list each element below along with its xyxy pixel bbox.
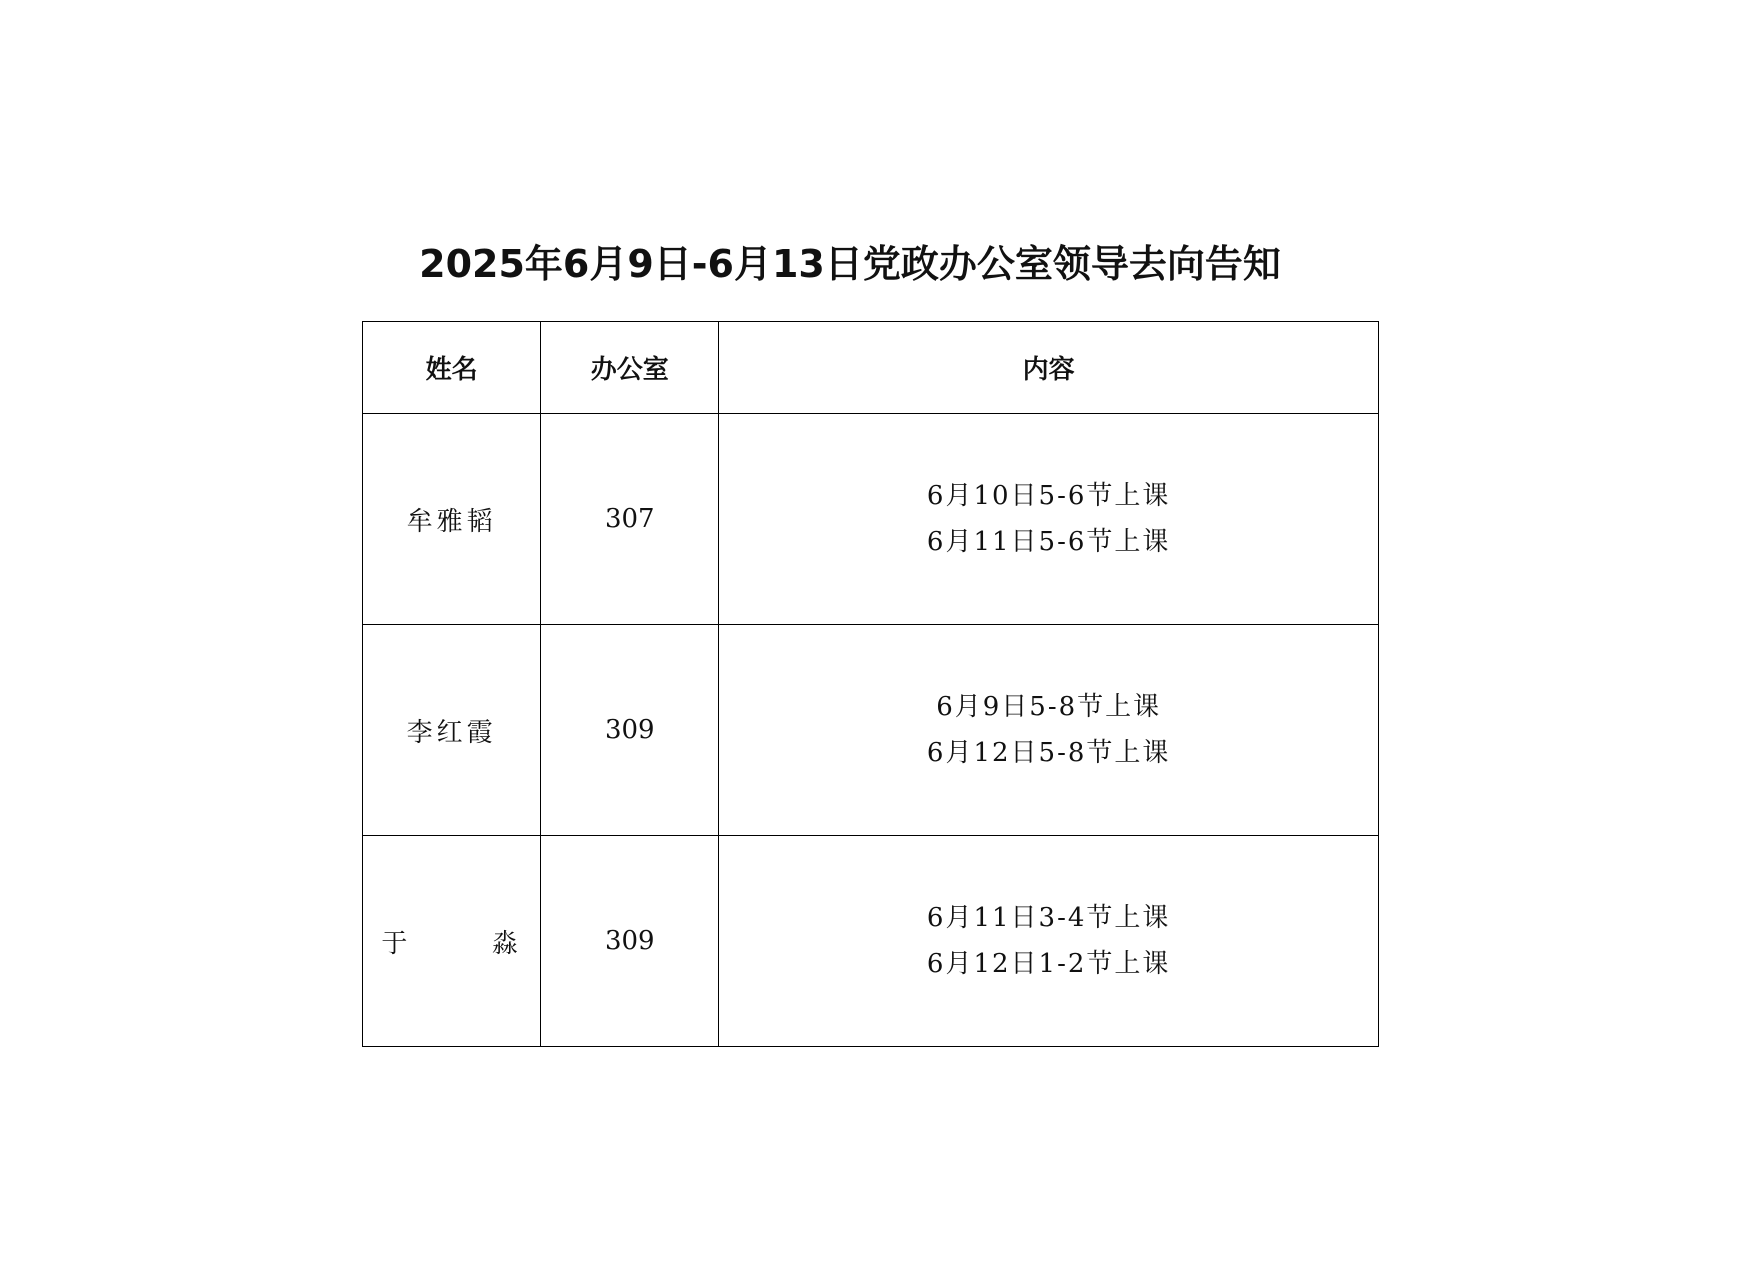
office-cell: 307 <box>541 414 719 625</box>
name-text: 于 淼 <box>381 928 522 959</box>
header-content: 内容 <box>719 322 1379 414</box>
content-line: 6月10日5-6节上课 <box>926 481 1171 511</box>
office-cell: 309 <box>541 836 719 1047</box>
content-line: 6月11日5-6节上课 <box>926 527 1171 557</box>
table-row <box>363 414 1379 625</box>
leader-schedule-table <box>362 321 1379 1047</box>
office-cell: 309 <box>541 625 719 836</box>
header-name: 姓名 <box>363 322 541 414</box>
content-line: 6月11日3-4节上课 <box>926 903 1171 933</box>
header-office: 办公室 <box>541 322 719 414</box>
name-cell <box>363 836 541 1047</box>
name-cell: 牟雅韬 <box>363 414 541 625</box>
content-line: 6月12日5-8节上课 <box>926 738 1171 768</box>
content-cell <box>719 836 1379 1047</box>
table-header-row <box>363 322 1379 414</box>
content-line: 6月9日5-8节上课 <box>936 692 1162 722</box>
name-cell: 李红霞 <box>363 625 541 836</box>
content-cell <box>719 414 1379 625</box>
content-line: 6月12日1-2节上课 <box>926 949 1171 979</box>
table-row <box>363 836 1379 1047</box>
document-title: 2025年6月9日-6月13日党政办公室领导去向告知 <box>419 242 1281 286</box>
table-row <box>363 625 1379 836</box>
content-cell <box>719 625 1379 836</box>
